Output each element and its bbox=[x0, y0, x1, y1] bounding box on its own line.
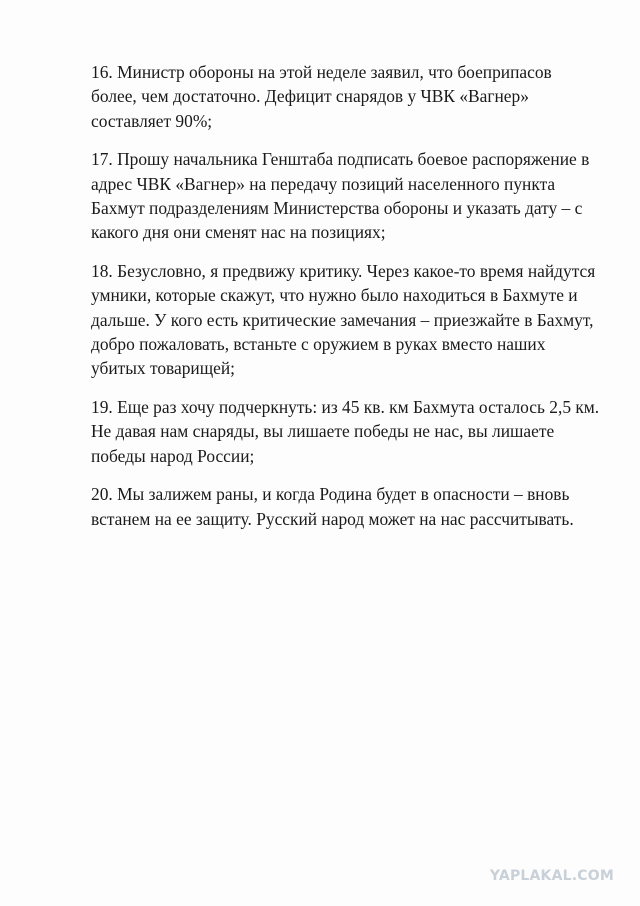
paragraph-17: 17. Прошу начальника Генштаба подписать боевое распоряжение в адрес ЧВК «Вагнер» на передачу позиций населенного пункта Бахмут подразделениям Министерства обороны и указать дату – с какого дня они сменят нас на позициях; bbox=[91, 149, 590, 243]
document-body bbox=[91, 60, 611, 545]
paragraph-19: 19. Еще раз хочу подчеркнуть: из 45 кв. км Бахмута осталось 2,5 км. Не давая нам снаряды, вы лишаете победы не нас, вы лишаете победы народ России; bbox=[91, 396, 600, 466]
site-watermark: YAPLAKAL.COM bbox=[489, 868, 614, 884]
paragraph-20: 20. Мы залижем раны, и когда Родина будет в опасности – вновь встанем на ее защиту. Русский народ может на нас рассчитывать. bbox=[91, 484, 574, 529]
paragraph-16: 16. Министр обороны на этой неделе заявил, что боеприпасов более, чем достаточно. Дефицит снарядов у ЧВК «Вагнер» составляет 90%; bbox=[91, 62, 552, 131]
paragraph-18: 18. Безусловно, я предвижу критику. Через какое-то время найдутся умники, которые скажут, что нужно было находиться в Бахмуте и дальше. У кого есть критические замечания – приезжайте в Бахмут, добро пожаловать, встаньте с оружием в руках вместо наших убитых товарищей; bbox=[91, 260, 596, 379]
